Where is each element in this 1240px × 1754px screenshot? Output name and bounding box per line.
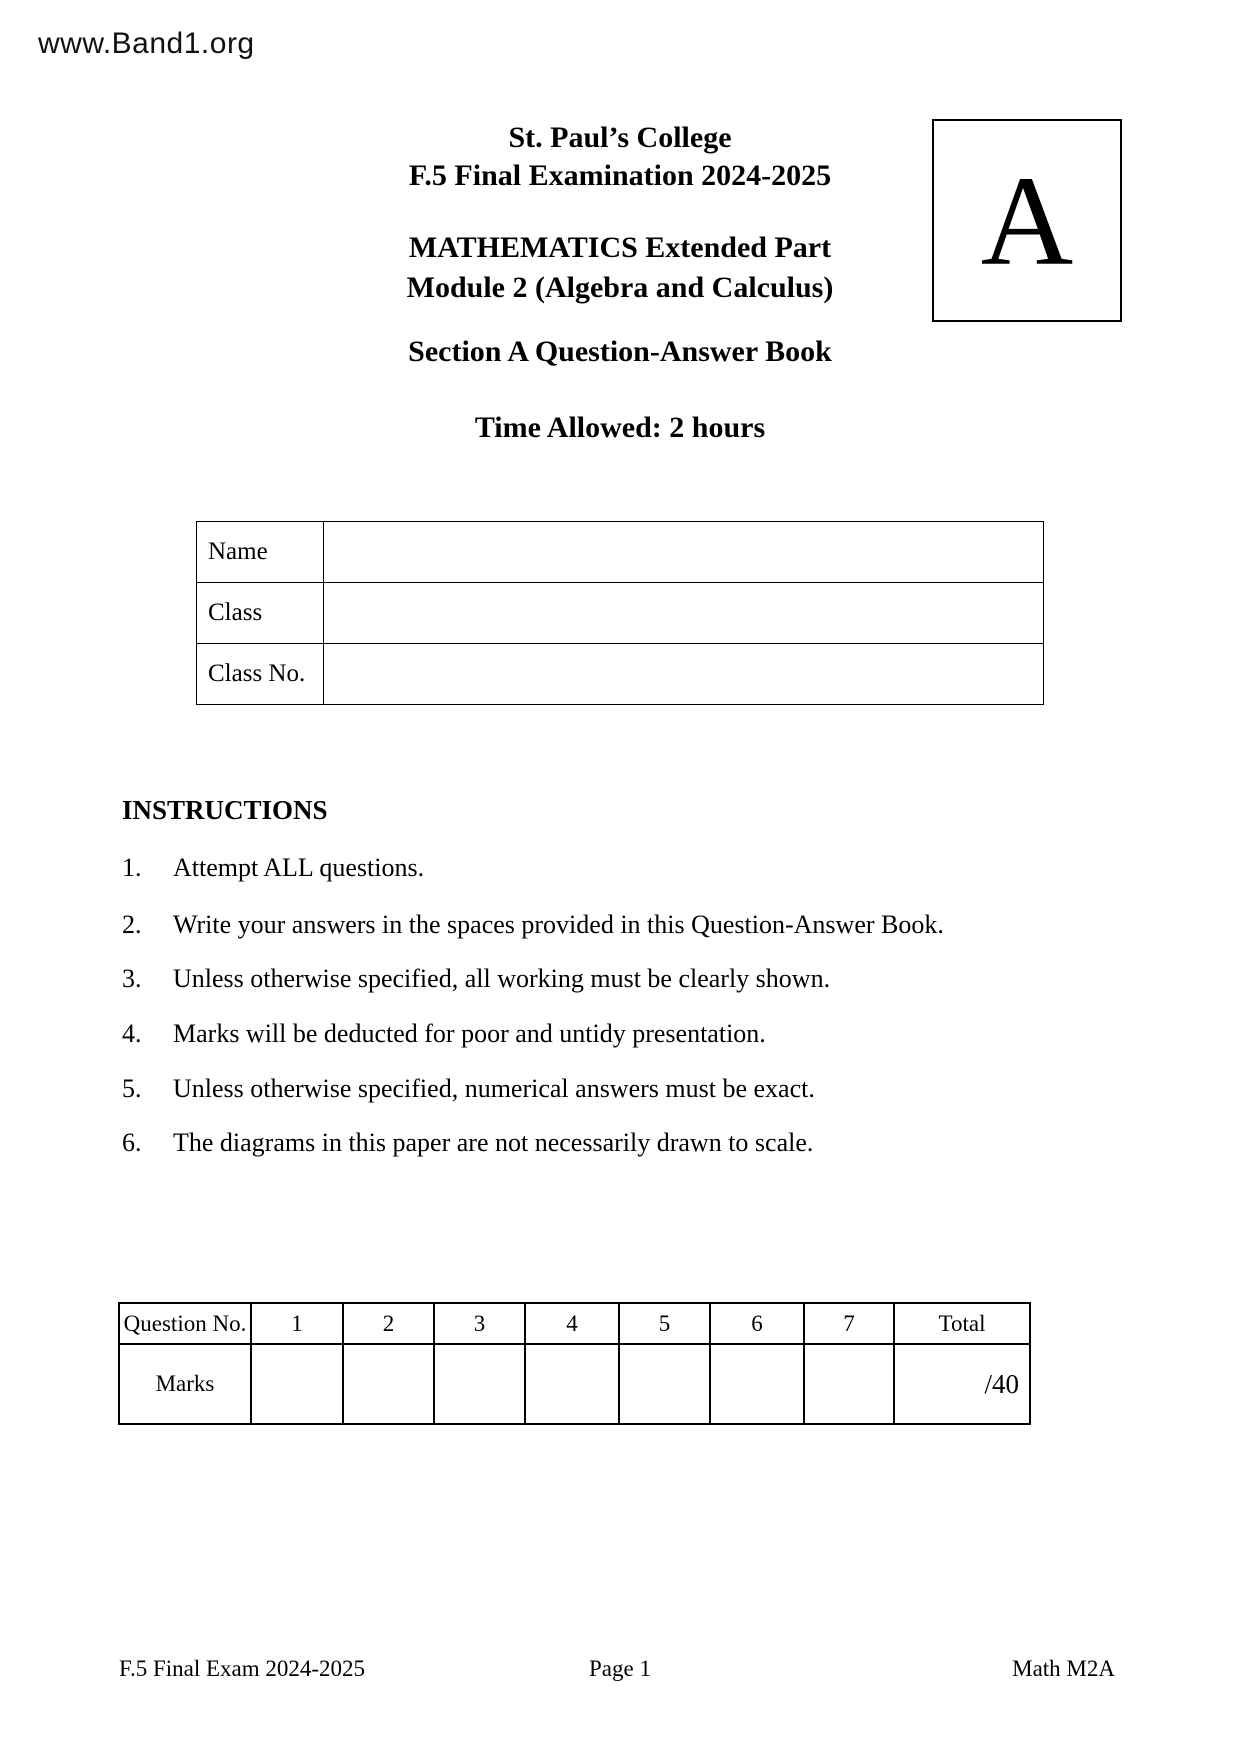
instruction-item-6	[122, 1127, 813, 1159]
class-label: Class	[197, 583, 324, 644]
marks-cell	[434, 1344, 525, 1424]
instruction-number: 1.	[122, 853, 142, 882]
instruction-number: 2.	[122, 910, 142, 939]
marks-cell	[619, 1344, 710, 1424]
time-allowed: Time Allowed: 2 hours	[474, 411, 766, 444]
marks-cell	[343, 1344, 434, 1424]
instruction-number: 5.	[122, 1074, 142, 1103]
class-field	[324, 583, 1044, 644]
instruction-text: Unless otherwise specified, all working must be clearly shown.	[173, 964, 831, 993]
marks-label: Marks	[119, 1344, 251, 1424]
marks-table	[118, 1302, 1031, 1425]
exam-title: F.5 Final Examination 2024-2025	[408, 159, 832, 192]
instruction-number: 6.	[122, 1128, 142, 1157]
instruction-item-4	[122, 1018, 766, 1050]
school-name: St. Paul’s College	[508, 121, 732, 154]
module-title: Module 2 (Algebra and Calculus)	[406, 271, 834, 304]
instructions-heading: INSTRUCTIONS	[122, 795, 328, 825]
paper-version-letter: A	[980, 149, 1074, 292]
instruction-number: 3.	[122, 964, 142, 993]
instruction-item-1	[122, 852, 424, 884]
question-col-header: 2	[343, 1303, 434, 1344]
marks-cell	[251, 1344, 343, 1424]
paper-version-box	[932, 119, 1122, 322]
marks-table-header-row	[119, 1303, 1030, 1344]
question-col-header: 6	[710, 1303, 804, 1344]
footer-page-number: Page 1	[589, 1656, 651, 1681]
question-col-header: 7	[804, 1303, 894, 1344]
subject-title: MATHEMATICS Extended Part	[408, 231, 832, 264]
table-row	[197, 644, 1044, 705]
total-marks-cell: /40	[894, 1344, 1030, 1424]
question-col-header: 4	[525, 1303, 619, 1344]
marks-cell	[710, 1344, 804, 1424]
instruction-text: Attempt ALL questions.	[173, 853, 425, 882]
class-no-label: Class No.	[197, 644, 324, 705]
marks-cell	[525, 1344, 619, 1424]
instruction-item-5	[122, 1073, 815, 1105]
question-col-header: 5	[619, 1303, 710, 1344]
marks-row	[119, 1344, 1030, 1424]
question-col-header: 1	[251, 1303, 343, 1344]
footer-exam-name: F.5 Final Exam 2024-2025	[119, 1656, 366, 1681]
question-col-header: 3	[434, 1303, 525, 1344]
instruction-text: Write your answers in the spaces provided in this Question-Answer Book.	[173, 910, 944, 939]
marks-cell	[804, 1344, 894, 1424]
footer-paper-code: Math M2A	[1012, 1656, 1115, 1681]
total-header: Total	[894, 1303, 1030, 1344]
watermark-url: www.Band1.org	[38, 27, 255, 60]
class-no-field	[324, 644, 1044, 705]
instruction-text: Unless otherwise specified, numerical answers must be exact.	[173, 1074, 815, 1103]
table-row	[197, 583, 1044, 644]
instruction-text: Marks will be deducted for poor and untidy presentation.	[173, 1019, 766, 1048]
table-row	[197, 522, 1044, 583]
student-info-table	[196, 521, 1044, 705]
instruction-number: 4.	[122, 1019, 142, 1048]
instruction-item-3	[122, 963, 830, 995]
section-title: Section A Question-Answer Book	[408, 335, 832, 368]
question-no-header: Question No.	[119, 1303, 251, 1344]
instruction-item-2	[122, 909, 944, 941]
name-field	[324, 522, 1044, 583]
instruction-text: The diagrams in this paper are not necessarily drawn to scale.	[173, 1128, 814, 1157]
name-label: Name	[197, 522, 324, 583]
